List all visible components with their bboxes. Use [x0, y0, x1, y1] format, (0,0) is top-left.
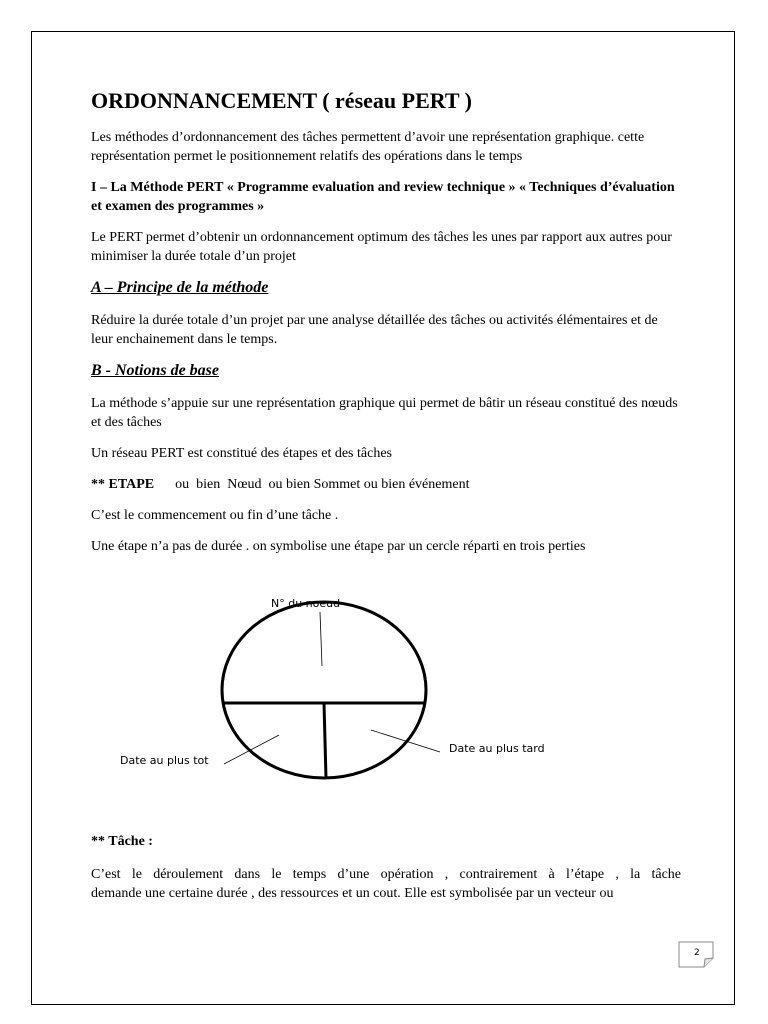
etape-line: [91, 475, 681, 494]
section-a-heading: A – Principe de la méthode: [91, 279, 269, 296]
section-b-heading: B - Notions de base: [91, 362, 219, 379]
tache-heading: ** Tâche :: [91, 834, 153, 849]
diagram-space: [91, 568, 681, 832]
tache-line-1: C’est le déroulement dans le temps d’une opération , contrairement à l’étape , la tâche: [91, 867, 681, 882]
etape-definition: C’est le commencement ou fin d’une tâche .: [91, 508, 339, 523]
section-b-paragraph-1: La méthode s’appuie sur une représentation graphique qui permet de bâtir un réseau constitué des nœuds et des tâches: [91, 396, 678, 430]
latest-date-label: Date au plus tard: [449, 742, 545, 755]
method-heading: I – La Méthode PERT « Programme evaluation and review technique » « Techniques d’évaluation et examen des programmes »: [91, 180, 675, 214]
method-paragraph: Le PERT permet d’obtenir un ordonnancement optimum des tâches les unes par rapport aux autres pour minimiser la durée totale d’un projet: [91, 230, 672, 264]
etape-label: ** ETAPE: [91, 477, 155, 492]
intro-paragraph: Les méthodes d’ordonnancement des tâches permettent d’avoir une représentation graphique. cette représentation permet le positionnement relatifs des opérations dans le temps: [91, 130, 645, 164]
tache-line-2: demande une certaine durée , des ressources et un cout. Elle est symbolisée par un vecteur ou: [91, 886, 614, 901]
node-number-label: N° du noeud: [271, 597, 341, 610]
etape-description: Une étape n’a pas de durée . on symbolise une étape par un cercle réparti en trois perties: [91, 539, 586, 554]
page-title: ORDONNANCEMENT ( réseau PERT ): [91, 88, 472, 113]
page-number-box: [678, 941, 714, 968]
etape-synonyms: ou bien Nœud ou bien Sommet ou bien événement: [154, 477, 470, 492]
section-a-paragraph: Réduire la durée totale d’un projet par une analyse détaillée des tâches ou activités élémentaires et de leur enchainement dans le temps.: [91, 313, 658, 347]
earliest-date-label: Date au plus tot: [120, 754, 209, 767]
page-number: 2: [694, 948, 700, 958]
document-body: [91, 88, 681, 903]
section-b-paragraph-2: Un réseau PERT est constitué des étapes et des tâches: [91, 446, 392, 461]
